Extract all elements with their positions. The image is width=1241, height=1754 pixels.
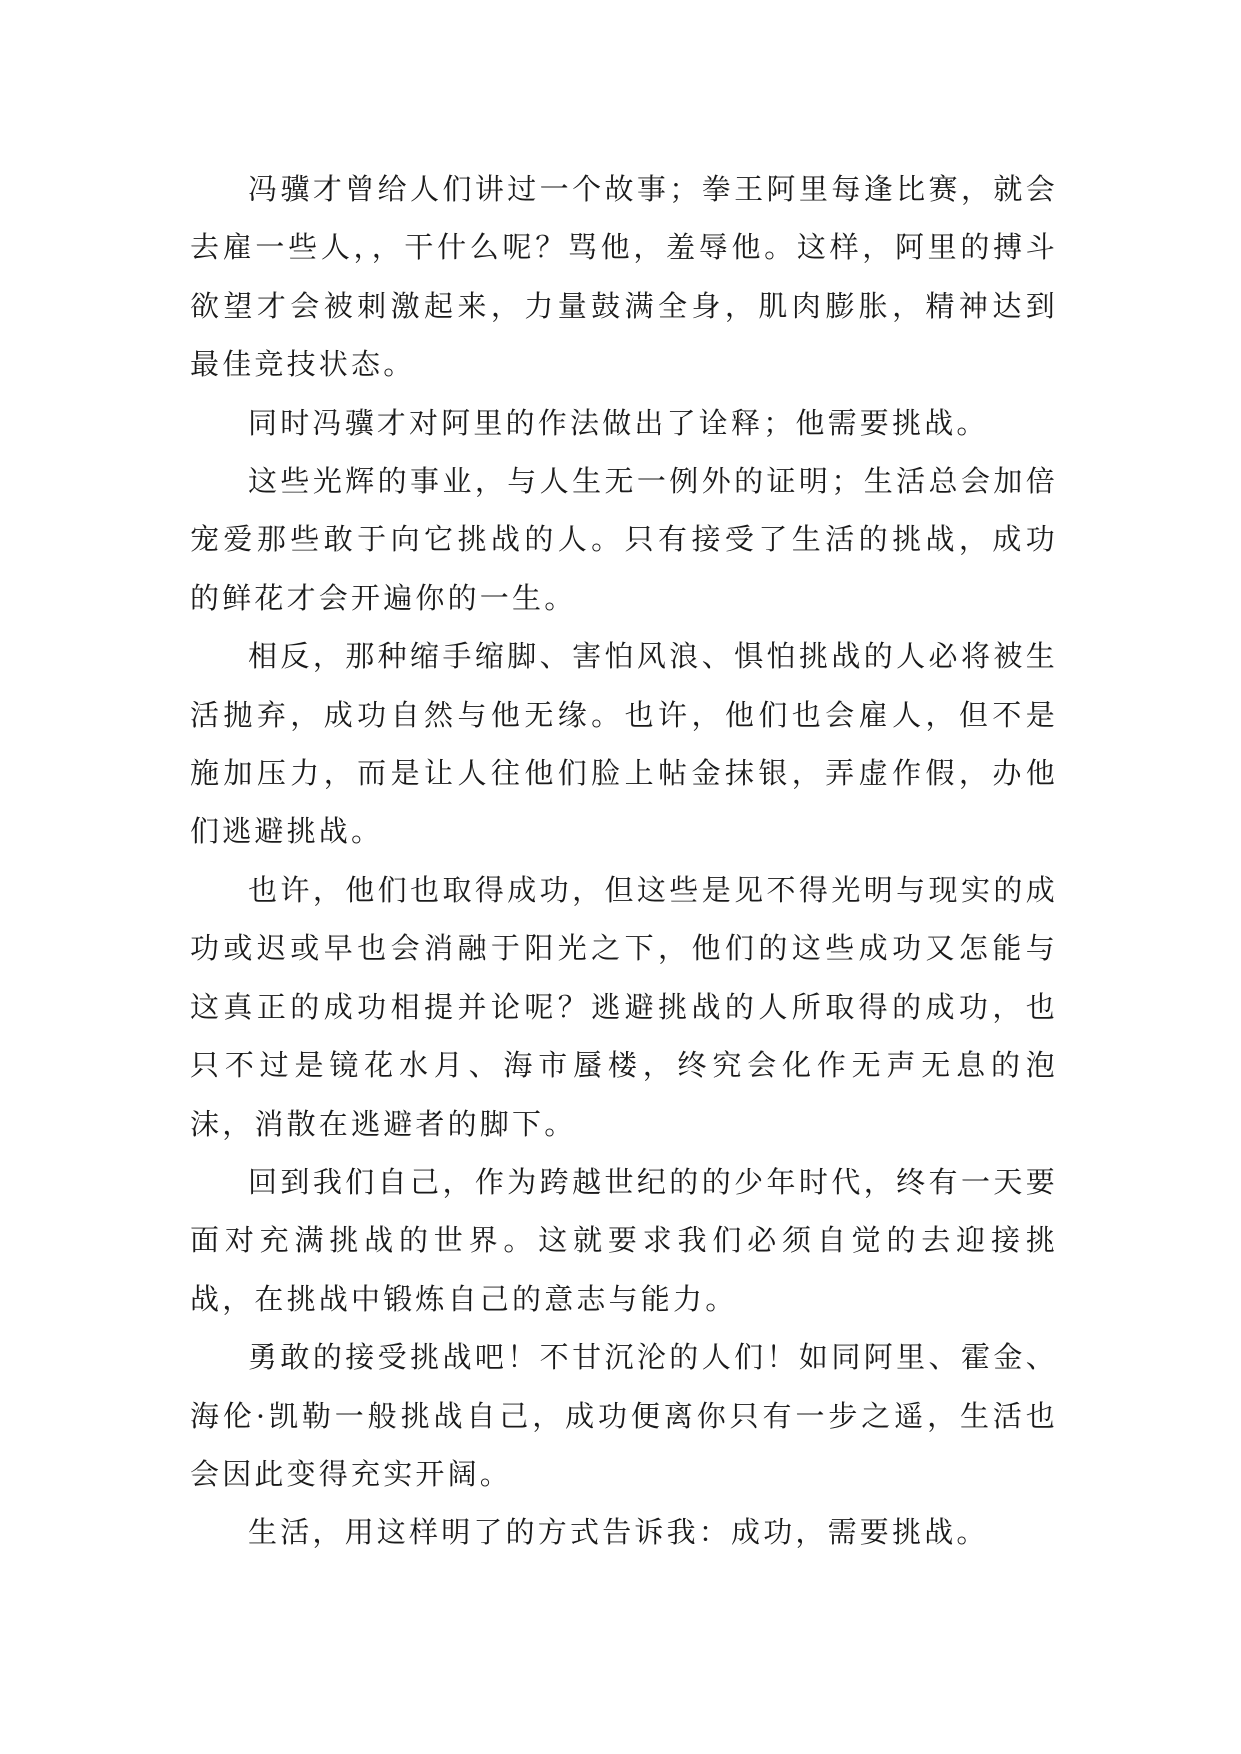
paragraph: 这些光辉的事业，与人生无一例外的证明；生活总会加倍宠爱那些敢于向它挑战的人。只有接受了生活的挑战，成功的鲜花才会开遍你的一生。 [190, 464, 1058, 615]
paragraph: 相反，那种缩手缩脚、害怕风浪、惧怕挑战的人必将被生活抛弃，成功自然与他无缘。也许，他们也会雇人，但不是施加压力，而是让人往他们脸上帖金抹银，弄虚作假，办他们逃避挑战。 [190, 639, 1058, 849]
paragraph: 同时冯骥才对阿里的作法做出了诠释；他需要挑战。 [248, 405, 989, 440]
paragraph: 生活，用这样明了的方式告诉我：成功，需要挑战。 [248, 1515, 989, 1550]
document-body [190, 160, 1058, 1562]
paragraph: 回到我们自己，作为跨越世纪的的少年时代，终有一天要面对充满挑战的世界。这就要求我们必须自觉的去迎接挑战，在挑战中锻炼自己的意志与能力。 [190, 1164, 1058, 1316]
paragraph: 也许，他们也取得成功，但这些是见不得光明与现实的成功或迟或早也会消融于阳光之下，他们的这些成功又怎能与这真正的成功相提并论呢？逃避挑战的人所取得的成功，也只不过是镜花水月、海市蜃楼，终究会化作无声无息的泡沫，消散在逃避者的脚下。 [190, 872, 1058, 1141]
paragraph: 冯骥才曾给人们讲过一个故事；拳王阿里每逢比赛，就会去雇一些人，，干什么呢？骂他，羞辱他。这样，阿里的搏斗欲望才会被刺激起来，力量鼓满全身，肌肉膨胀，精神达到最佳竞技状态。 [190, 172, 1058, 382]
paragraph: 勇敢的接受挑战吧！不甘沉沦的人们！如同阿里、霍金、海伦·凯勒一般挑战自己，成功便离你只有一步之遥，生活也会因此变得充实开阔。 [190, 1340, 1058, 1491]
